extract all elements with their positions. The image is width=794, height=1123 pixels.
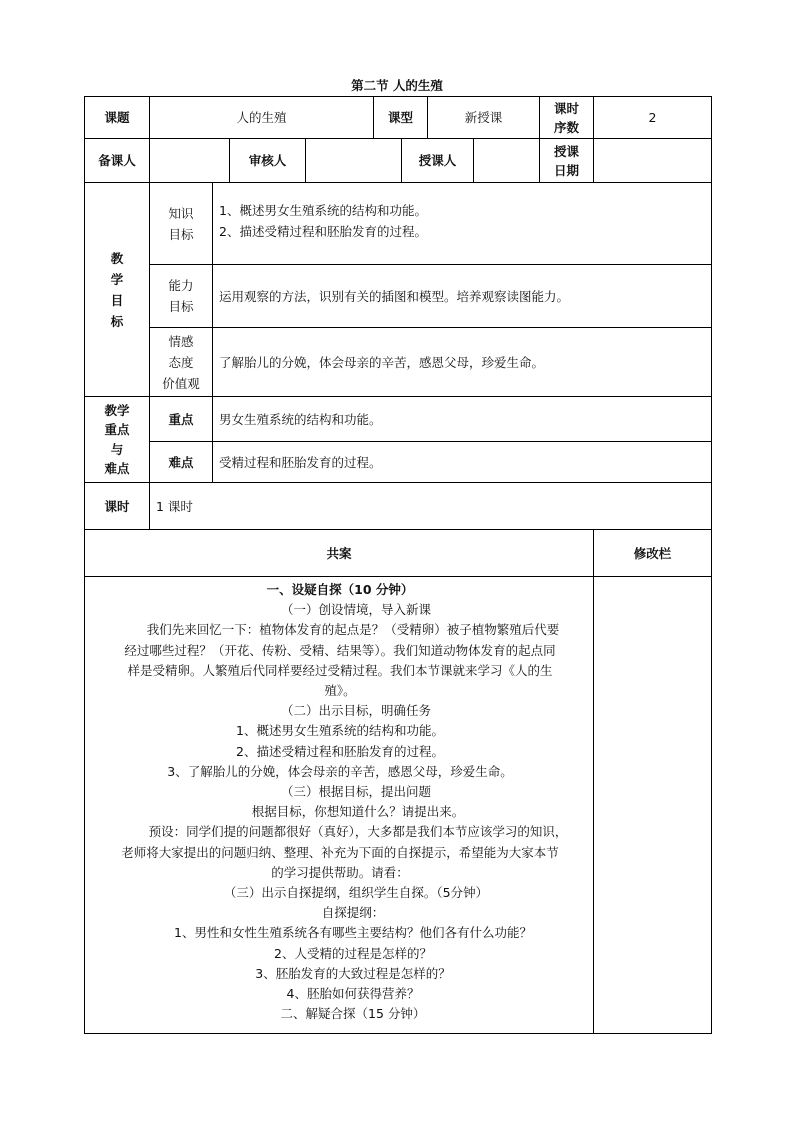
objectives-label-char-4: 标: [110, 313, 124, 329]
plan-line: 的学习提供帮助。请看：: [271, 864, 409, 880]
ability-objective: 运用观察的方法，识别有关的插图和模型。培养观察读图能力。: [213, 265, 712, 328]
date-label-line-2: 日期: [553, 162, 579, 178]
keypoints-label-line-4: 难点: [104, 461, 130, 476]
plan-line: 2、描述受精过程和胚胎发育的过程。: [236, 743, 444, 759]
emotion-label: [150, 328, 213, 397]
lecturer-value: [474, 139, 540, 183]
topic-label: 课题: [85, 97, 150, 139]
topic-value: 人的生殖: [150, 97, 374, 139]
keypoints-label-line-1: 教学: [104, 402, 130, 418]
plan-line: 殖》。: [324, 683, 356, 699]
key-point-label: 重点: [150, 397, 213, 442]
date-value: [594, 139, 712, 183]
lecturer-label: 授课人: [402, 139, 474, 183]
plan-line: （三）根据目标，提出问题: [280, 784, 431, 800]
type-label: 课型: [374, 97, 428, 139]
keypoints-label-line-3: 与: [110, 441, 124, 457]
plan-line: 样是受精卵。人繁殖后代同样要经过受精过程。我们本节课就来学习《人的生: [127, 662, 553, 678]
keypoints-section-label: [85, 397, 150, 483]
plan-line: 2、人受精的过程是怎样的？: [274, 945, 432, 961]
knowledge-label-line-1: 知识: [168, 205, 194, 221]
plan-line: 1、男性和女性生殖系统各有哪些主要结构？他们各有什么功能？: [174, 925, 532, 941]
plan-line: 我们先来回忆一下：植物体发育的起点是？（受精卵）被子植物繁殖后代要: [146, 622, 560, 638]
date-label-line-1: 授课: [553, 143, 579, 159]
emotion-label-line-1: 情感: [168, 333, 194, 349]
plan-header: 共案: [85, 530, 594, 577]
objectives-label-char-3: 目: [110, 292, 124, 308]
objectives-section-label: [85, 183, 150, 397]
emotion-label-line-2: 态度: [168, 354, 194, 370]
ability-label: [150, 265, 213, 328]
lesson-plan-table: [84, 96, 712, 1034]
preparer-value: [150, 139, 230, 183]
knowledge-label: [150, 183, 213, 265]
revision-header: 修改栏: [594, 530, 712, 577]
periods-value: 2: [594, 97, 712, 139]
objectives-label-char-1: 教: [110, 250, 124, 266]
difficult-point-text: 受精过程和胚胎发育的过程。: [213, 442, 712, 483]
plan-line: 经过哪些过程？（开花、传粉、受精、结果等）。我们知道动物体发育的起点同: [124, 642, 556, 658]
plan-line: 根据目标，你想知道什么？请提出来。: [251, 804, 465, 820]
periods-label-line-1: 课时: [553, 100, 579, 116]
plan-line: （二）出示目标，明确任务: [280, 703, 431, 719]
table-frame: [84, 96, 712, 1034]
reviewer-label: 审核人: [230, 139, 306, 183]
plan-body: [85, 577, 594, 1034]
emotion-label-line-3: 价值观: [162, 375, 200, 391]
period-label: 课时: [85, 483, 150, 530]
knowledge-label-line-2: 目标: [168, 226, 194, 242]
plan-line: 二、解疑合探（15 分钟）: [280, 1006, 426, 1022]
type-value: 新授课: [428, 97, 540, 139]
objectives-label-char-2: 学: [110, 271, 124, 287]
plan-line: 预设：同学们提的问题都很好（真好），大多都是我们本节应该学习的知识，: [148, 824, 568, 840]
ability-label-line-1: 能力: [168, 278, 194, 293]
preparer-label: 备课人: [85, 139, 150, 183]
keypoints-label-line-2: 重点: [104, 422, 130, 437]
periods-label-line-2: 序数: [553, 119, 579, 135]
plan-line: 老师将大家提出的问题归纳、整理、补充为下面的自探提示，希望能为大家本节: [121, 844, 559, 860]
difficult-point-label: 难点: [150, 442, 213, 483]
knowledge-objectives: [213, 183, 712, 265]
knowledge-line-2: 2、描述受精过程和胚胎发育的过程。: [219, 224, 427, 239]
ability-label-line-2: 目标: [168, 299, 194, 314]
revision-column: [594, 577, 712, 1034]
date-label: [540, 139, 594, 183]
plan-line: 3、了解胎儿的分娩，体会母亲的辛苦，感恩父母，珍爱生命。: [167, 763, 513, 779]
plan-line: 1、概述男女生殖系统的结构和功能。: [236, 723, 444, 739]
key-point-text: 男女生殖系统的结构和功能。: [213, 397, 712, 442]
knowledge-line-1: 1、概述男女生殖系统的结构和功能。: [219, 203, 427, 218]
period-value: 1 课时: [150, 483, 712, 530]
plan-line: （三）出示自探提纲，组织学生自探。（5分钟）: [223, 885, 489, 901]
document-title: 第二节 人的生殖: [351, 78, 443, 93]
plan-line: 一、设疑自探（10 分钟）: [266, 582, 414, 597]
reviewer-value: [306, 139, 402, 183]
plan-line: （一）创设情境，导入新课: [280, 602, 431, 618]
plan-text: [90, 580, 590, 1024]
plan-line: 4、胚胎如何获得营养？: [286, 986, 420, 1002]
plan-line: 自探提纲：: [321, 905, 385, 921]
emotion-objective: 了解胎儿的分娩，体会母亲的辛苦，感恩父母，珍爱生命。: [213, 328, 712, 397]
periods-label: [540, 97, 594, 139]
plan-line: 3、胚胎发育的大致过程是怎样的？: [255, 965, 451, 981]
